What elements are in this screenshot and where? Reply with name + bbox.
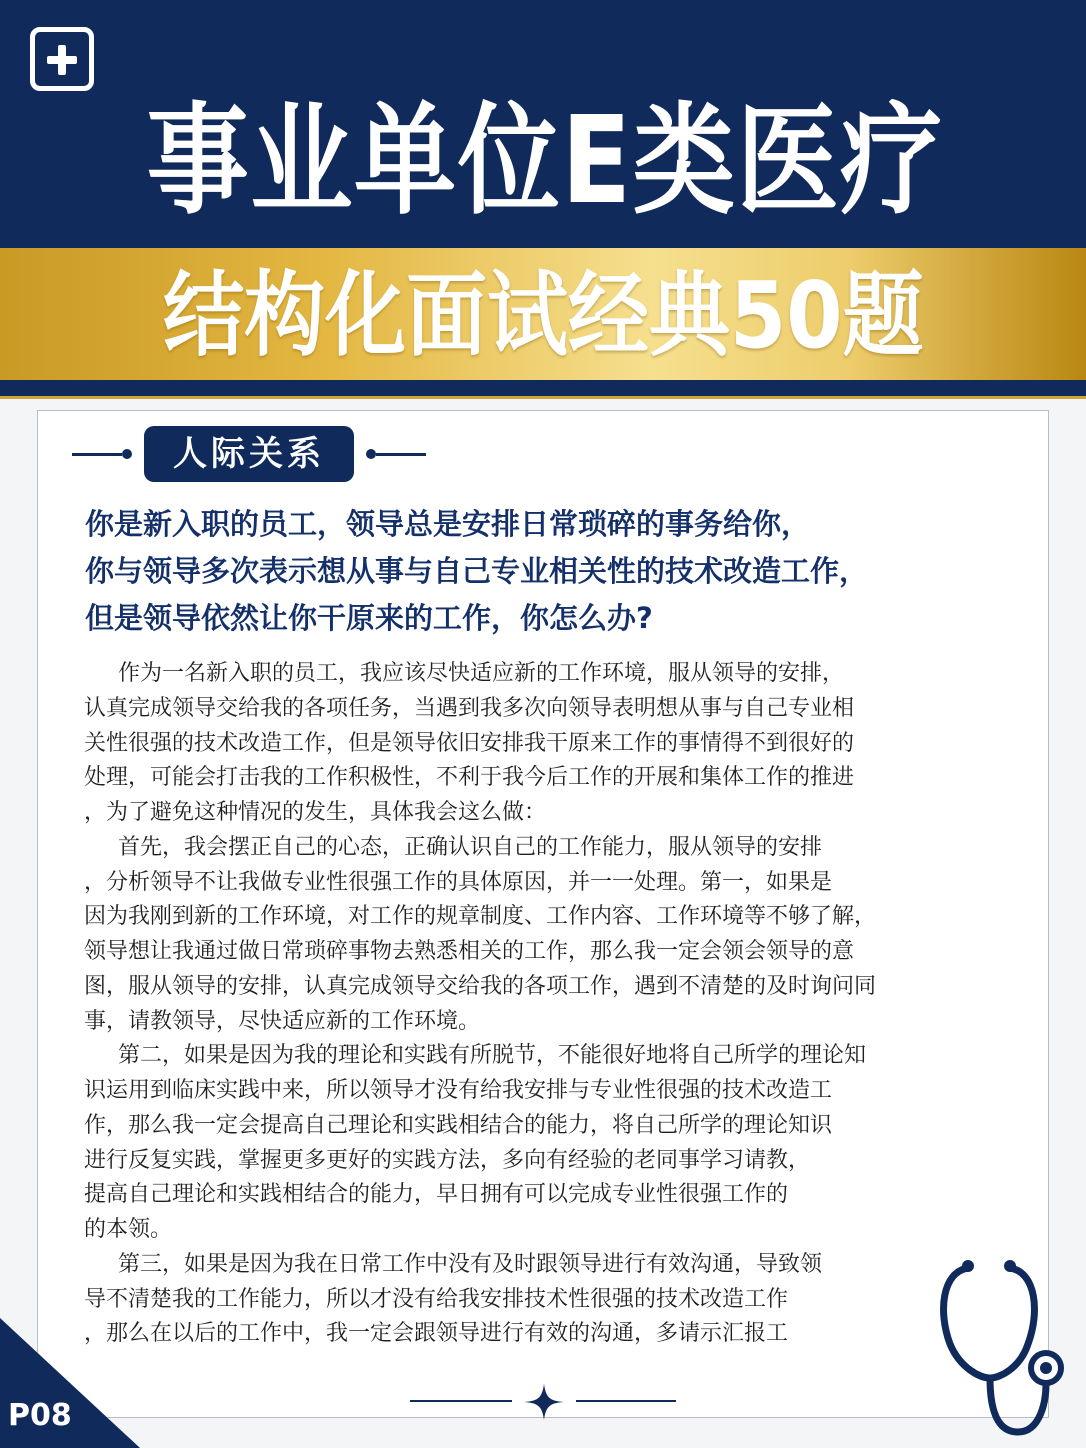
tag-left-dot <box>122 449 132 459</box>
section-tag: 人际关系 <box>144 426 354 482</box>
footer-divider-left <box>410 1400 512 1402</box>
answer-line: 领导想让我通过做日常琐碎事物去熟悉相关的工作，那么我一定会领会领导的意 <box>84 939 855 964</box>
answer-line: 图，服从领导的安排，认真完成领导交给我的各项工作，遇到不清楚的及时询问同 <box>84 974 877 999</box>
question-line: 你是新入职的员工，领导总是安排日常琐碎的事务给你， <box>85 507 811 541</box>
answer-line: 处理，可能会打击我的工作积极性，不利于我今后工作的开展和集体工作的推进 <box>84 765 855 790</box>
footer-divider-right <box>576 1400 676 1402</box>
header-divider <box>0 380 1086 399</box>
answer-line: 的本领。 <box>84 1217 173 1242</box>
stethoscope-icon <box>928 1252 1074 1442</box>
answer-line: 因为我刚到新的工作环境，对工作的规章制度、工作内容、工作环境等不够了解， <box>84 904 877 929</box>
question-line: 但是领导依然让你干原来的工作，你怎么办? <box>85 601 653 635</box>
answer-line: 第三，如果是因为我在日常工作中没有及时跟领导进行有效沟通，导致领 <box>118 1252 823 1277</box>
answer-line: ，分析领导不让我做专业性很强工作的具体原因，并一一处理。第一，如果是 <box>84 870 833 895</box>
answer-line: 进行反复实践，掌握更多更好的实践方法，多向有经验的老同事学习请教， <box>84 1148 811 1173</box>
answer-line: 导不清楚我的工作能力，所以才没有给我安排技术性很强的技术改造工作 <box>84 1287 789 1312</box>
answer-line: 作为一名新入职的员工，我应该尽快适应新的工作环境，服从领导的安排， <box>118 661 845 686</box>
sparkle-icon <box>520 1382 568 1422</box>
answer-line: ，那么在以后的工作中，我一定会跟领导进行有效的沟通，多请示汇报工 <box>84 1321 789 1346</box>
tag-right-line <box>376 453 426 456</box>
medical-plus-icon <box>30 27 94 91</box>
answer-line: 第二，如果是因为我的理论和实践有所脱节，不能很好地将自己所学的理论知 <box>118 1043 867 1068</box>
answer-line: 提高自己理论和实践相结合的能力，早日拥有可以完成专业性很强工作的 <box>84 1182 789 1207</box>
answer-line: 首先，我会摆正自己的心态，正确认识自己的工作能力，服从领导的安排 <box>118 835 823 860</box>
answer-line: 关性很强的技术改造工作，但是领导依旧安排我干原来工作的事情得不到很好的 <box>84 731 855 756</box>
answer-line: 作，那么我一定会提高自己理论和实践相结合的能力，将自己所学的理论知识 <box>84 1113 833 1138</box>
page-title: 事业单位E类医疗 <box>146 92 944 231</box>
answer-line: 认真完成领导交给我的各项任务，当遇到我多次向领导表明想从事与自己专业相 <box>84 696 855 721</box>
page-number: P08 <box>8 1398 72 1433</box>
page-subtitle: 结构化面试经典50题 <box>163 262 924 369</box>
answer-line: ，为了避免这种情况的发生，具体我会这么做： <box>84 800 547 825</box>
question-line: 你与领导多次表示想从事与自己专业相关性的技术改造工作， <box>85 554 869 588</box>
answer-line: 识运用到临床实践中来，所以领导才没有给我安排与专业性很强的技术改造工 <box>84 1078 833 1103</box>
answer-line: 事，请教领导，尽快适应新的工作环境。 <box>84 1009 481 1034</box>
tag-left-line <box>72 453 122 456</box>
tag-right-dot <box>366 449 376 459</box>
